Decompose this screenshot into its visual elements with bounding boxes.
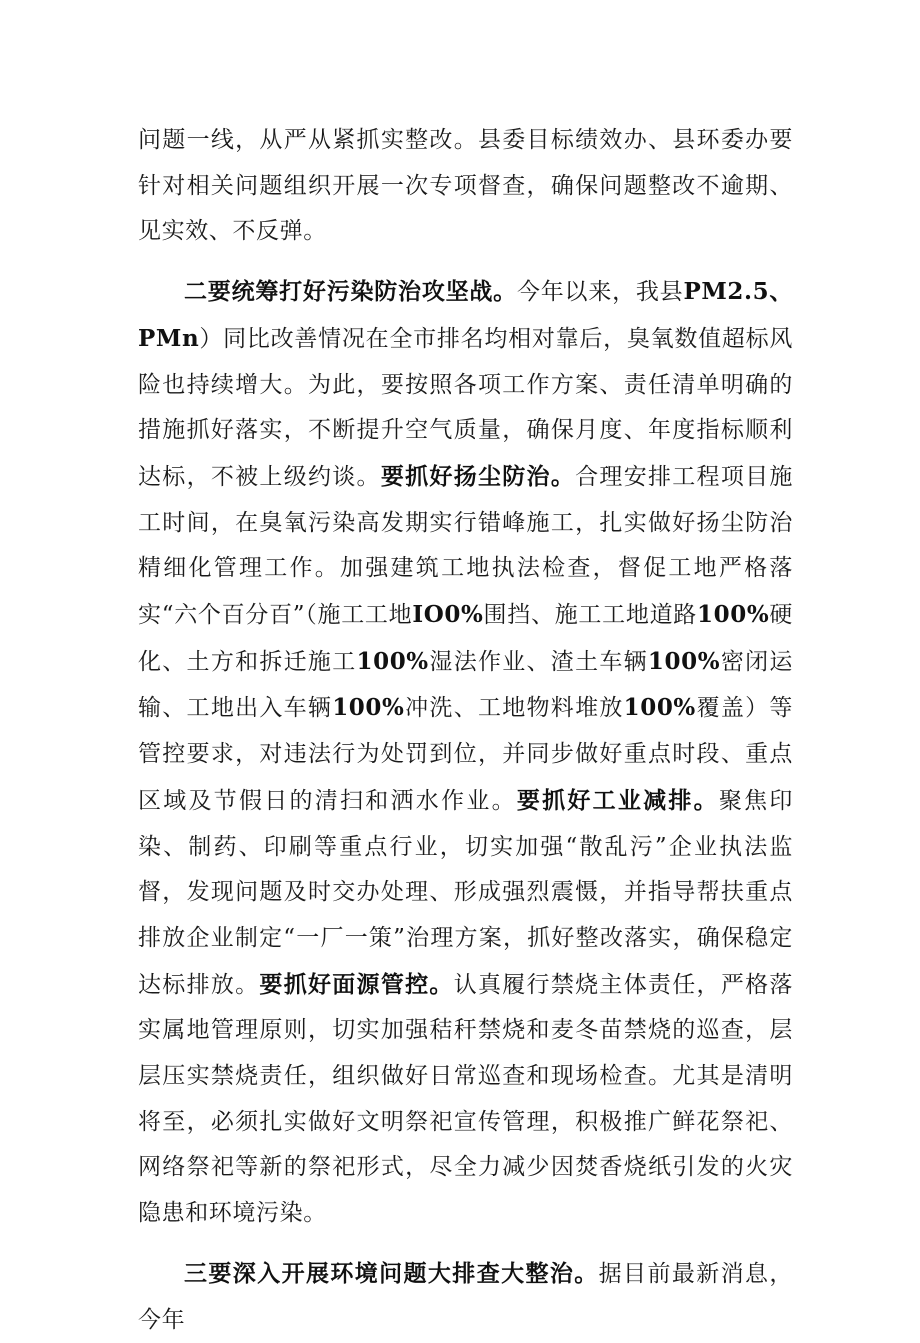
sub-heading: 要抓好扬尘防治。 bbox=[380, 462, 576, 490]
section-heading: 二要统筹打好污染防治攻坚战。 bbox=[184, 278, 517, 306]
bold-text: 100% bbox=[332, 694, 405, 722]
body-text: 认真履行禁烧主体责任，严格落实属地管理原则，切实加强秸秆禁烧和麦冬苗禁烧的巡查，层层压实禁烧责任，组织做好日常巡查和现场检查。尤其是清明将至，必须扎实做好文明祭祀宣传管理，积极推广鲜花祭祀、网络祭祀等新的祭祀形式，尽全力减少因焚香烧纸引发的火灾隐患和环境污染。 bbox=[138, 971, 793, 1227]
bold-text: 100% bbox=[697, 601, 770, 629]
body-text: 冲洗、工地物料堆放 bbox=[404, 695, 624, 722]
body-text: 今年以来，我县 bbox=[516, 279, 684, 306]
body-text: 密闭运输、工地出入车辆 bbox=[138, 648, 793, 722]
document-body bbox=[138, 118, 793, 1343]
paragraph-pollution-prevention bbox=[138, 269, 793, 1237]
section-heading: 三要深入开展环境问题大排查大整治。 bbox=[184, 1259, 599, 1287]
body-text: 湿法作业、渣土车辆 bbox=[428, 648, 648, 675]
bold-text: IO0% bbox=[412, 601, 484, 629]
paragraph-rectification bbox=[138, 118, 793, 255]
bold-text: 100% bbox=[647, 647, 721, 675]
bold-text: PM2.5、PMn bbox=[138, 278, 794, 352]
body-text: 围挡、施工工地道路 bbox=[483, 602, 698, 629]
sub-heading: 要抓好面源管控。 bbox=[259, 970, 454, 998]
body-text: 据目前最新消息，今年 bbox=[138, 1260, 793, 1333]
body-text: ）同比改善情况在全市排名均相对靠后，臭氧数值超标风险也持续增大。为此，要按照各项工作方案、责任清单明确的措施抓好落实，不断提升空气质量，确保月度、年度指标顺利达标，不被上级约谈。 bbox=[138, 325, 793, 490]
body-text: 覆盖）等管控要求，对违法行为处罚到位，并同步做好重点时段、重点区域及节假日的清扫和洒水作业。 bbox=[138, 695, 793, 814]
sub-heading: 要抓好工业减排。 bbox=[516, 786, 719, 814]
body-text: 合理安排工程项目施工时间，在臭氧污染高发期实行错峰施工，扎实做好扬尘防治精细化管理工作。加强建筑工地执法检查，督促工地严格落实“六个百分百”（施工工地 bbox=[138, 463, 793, 629]
bold-text: 100% bbox=[623, 694, 696, 722]
paragraph-environment-inspection bbox=[138, 1251, 793, 1343]
bold-text: 100% bbox=[356, 647, 429, 675]
body-text: 问题一线，从严从紧抓实整改。县委目标绩效办、县环委办要针对相关问题组织开展一次专项督查，确保问题整改不逾期、见实效、不反弹。 bbox=[138, 127, 793, 245]
body-text: 聚焦印染、制药、印刷等重点行业，切实加强“散乱污”企业执法监督，发现问题及时交办处理、形成强烈震慑，并指导帮扶重点排放企业制定“一厂一策”治理方案，抓好整改落实，确保稳定达标排放。 bbox=[138, 787, 793, 998]
body-text: 硬化、土方和拆迁施工 bbox=[138, 602, 793, 675]
